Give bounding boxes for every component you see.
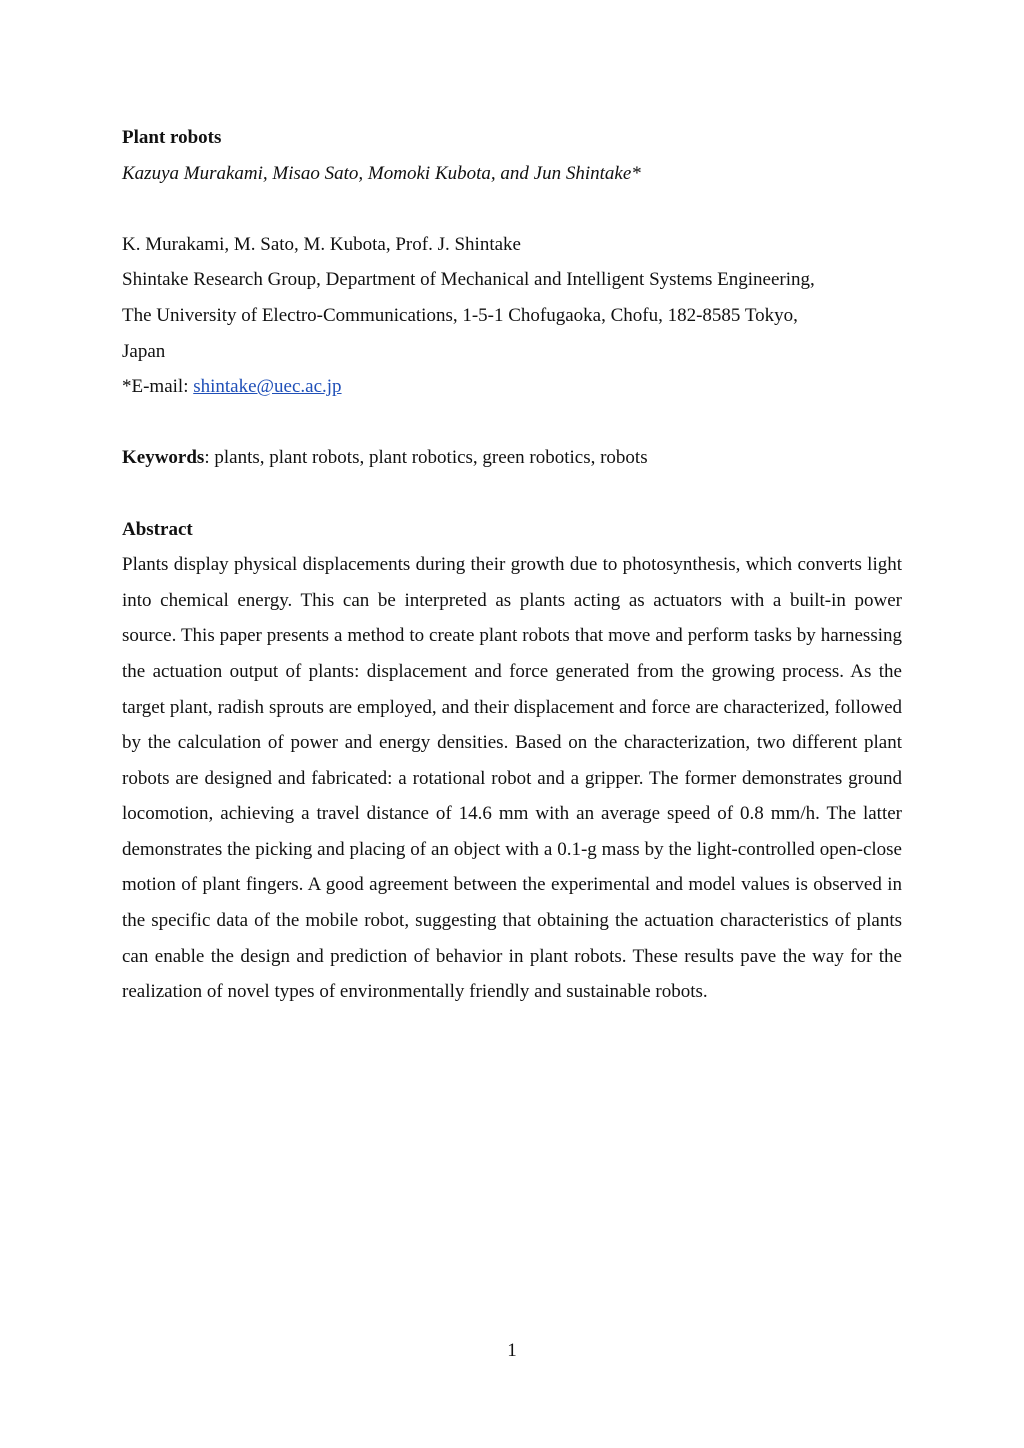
paper-title: Plant robots	[122, 127, 222, 148]
email-line	[122, 369, 902, 405]
affiliation-group: Shintake Research Group, Department of Mechanical and Intelligent Systems Engineering,	[122, 269, 815, 291]
email-label: *E-mail:	[122, 376, 194, 398]
keywords-label: Keywords	[122, 447, 205, 469]
affiliation-address: The University of Electro-Communications, 1-5-1 Chofugaoka, Chofu, 182-8585 Tokyo,	[122, 304, 798, 326]
abstract-heading: Abstract	[122, 518, 193, 540]
keywords-line	[122, 440, 902, 476]
spacer	[122, 191, 902, 227]
affiliation-names: K. Murakami, M. Sato, M. Kubota, Prof. J. Shintake	[122, 233, 521, 255]
spacer	[122, 405, 902, 441]
paper-content	[122, 120, 902, 1010]
keywords-text: : plants, plant robots, plant robotics, green robotics, robots	[204, 447, 648, 469]
affiliation-country: Japan	[122, 340, 166, 362]
author-list: Kazuya Murakami, Misao Sato, Momoki Kubota, and Jun Shintake*	[122, 162, 641, 184]
spacer	[122, 476, 902, 512]
abstract-body: Plants display physical displacements during their growth due to photosynthesis, which converts light into chemical energy. This can be interpreted as plants acting as actuators with a built-in power source. This paper presents a method to create plant robots that move and perform tasks by harnessing the actuation output of plants: displacement and force generated from the growing process. As the target plant, radish sprouts are employed, and their displacement and force are characterized, followed by the calculation of power and energy densities. Based on the characterization, two different plant robots are designed and fabricated: a rotational robot and a gripper. The former demonstrates ground locomotion, achieving a travel distance of 14.6 mm with an average speed of 0.8 mm/h. The latter demonstrates the picking and placing of an object with a 0.1-g mass by the light-controlled open-close motion of plant fingers. A good agreement between the experimental and model values is observed in the specific data of the mobile robot, suggesting that obtaining the actuation characteristics of plants can enable the design and prediction of behavior in plant robots. These results pave the way for the realization of novel types of environmentally friendly and sustainable robots.	[122, 554, 902, 1003]
email-link[interactable]: shintake@uec.ac.jp	[193, 376, 342, 398]
page-number: 1	[507, 1340, 517, 1361]
